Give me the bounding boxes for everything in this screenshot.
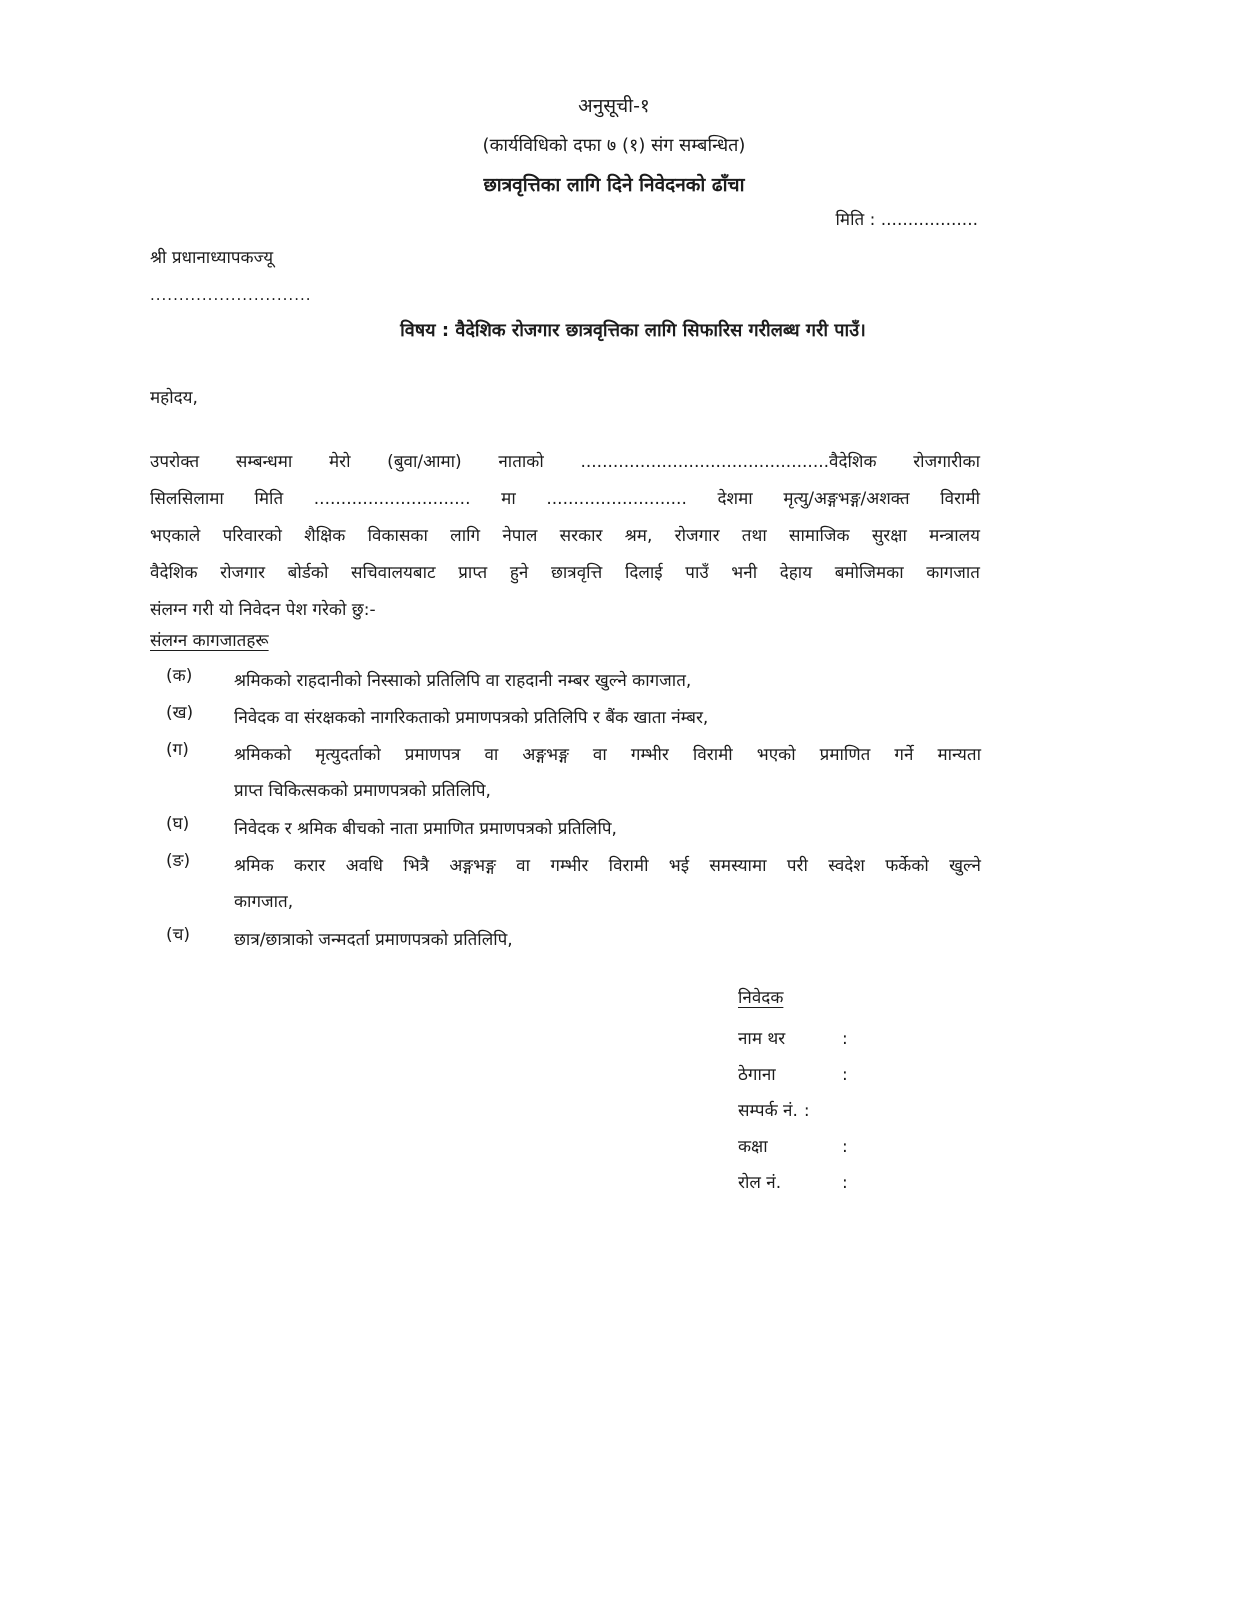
applicant-field-contact [738,1098,898,1121]
field-colon: : [803,1101,810,1121]
attachment-item [166,848,981,920]
attachment-text: निवेदक र श्रमिक बीचको नाता प्रमाणित प्रमाणपत्रको प्रतिलिपि, [234,819,617,839]
field-label: कक्षा [738,1137,768,1157]
body-paragraph [150,444,980,629]
attachment-text: श्रमिकको राहदानीको निस्साको प्रतिलिपि वा राहदानी नम्बर खुल्ने कागजात, [234,671,692,691]
attachment-marker: (च) [166,925,191,945]
attachment-text: श्रमिकको मृत्युदर्ताको प्रमाणपत्र वा अङ्गभङ्ग वा गम्भीर विरामी भएको प्रमाणित गर्ने मान्यता [234,745,981,765]
applicant-heading: निवेदक [738,988,784,1008]
applicant-field-name [738,1026,898,1049]
applicant-field-class [738,1134,898,1157]
attachment-item [166,922,981,958]
attachment-text: छात्र/छात्राको जन्मदर्ता प्रमाणपत्रको प्रतिलिपि, [234,930,513,950]
attachment-marker: (घ) [166,814,190,834]
field-label: रोल नं. [738,1173,782,1193]
attachment-marker: (ख) [166,703,194,723]
attachments-heading: संलग्न कागजातहरू [150,631,269,651]
applicant-field-roll [738,1170,898,1193]
body-line: वैदेशिक रोजगार बोर्डको सचिवालयबाट प्राप्त हुने छात्रवृत्ति दिलाई पाउँ भनी देहाय बमोजिमका कागजात [150,563,980,583]
body-line: संलग्न गरी यो निवेदन पेश गरेको छु:- [150,600,376,620]
attachment-marker: (ङ) [166,851,191,871]
attachment-text: प्राप्त चिकित्सकको प्रमाणपत्रको प्रतिलिपि, [234,781,491,801]
field-label: नाम थर [738,1029,786,1049]
subject-line: विषय : वैदेशिक रोजगार छात्रवृत्तिका लागि सिफारिस गरीलब्ध गरी पाउँ। [400,320,866,341]
date-line: मिति : .................. [835,210,978,230]
attachment-item [166,811,981,847]
field-label: सम्पर्क नं. [738,1101,798,1121]
schedule-reference: (कार्यविधिको दफा ७ (१) संग सम्बन्धित) [482,135,746,156]
body-line: भएकाले परिवारको शैक्षिक विकासका लागि नेपाल सरकार श्रम, रोजगार तथा सामाजिक सुरक्षा मन्त्रालय [150,526,980,546]
attachment-text: कागजात, [234,892,294,912]
addressee-blank: ............................ [150,286,312,304]
schedule-title: अनुसूची-१ [578,95,650,117]
field-label: ठेगाना [738,1065,776,1085]
attachment-item [166,663,981,699]
salutation: महोदय, [150,388,198,408]
addressee-name: श्री प्रधानाध्यापकज्यू [150,248,274,268]
form-title: छात्रवृत्तिका लागि दिने निवेदनको ढाँचा [483,174,745,196]
field-colon: : [842,1137,848,1157]
field-colon: : [842,1173,848,1193]
attachment-item [166,700,981,736]
applicant-field-address [738,1062,898,1085]
attachment-item [166,737,981,809]
attachment-marker: (ग) [166,740,189,760]
field-colon: : [842,1029,848,1049]
attachment-text: निवेदक वा संरक्षकको नागरिकताको प्रमाणपत्रको प्रतिलिपि र बैंक खाता नंम्बर, [234,708,709,728]
field-colon: : [842,1065,848,1085]
attachment-text: श्रमिक करार अवधि भित्रै अङ्गभङ्ग वा गम्भीर विरामी भई समस्यामा परी स्वदेश फर्केको खुल्ने [234,856,981,876]
attachment-marker: (क) [166,666,193,686]
body-line: सिलसिलामा मिति ............................. मा .......................... देशमा मृत्यु/अङ्गभङ्ग/अशक्त विरामी [150,489,980,509]
body-line: उपरोक्त सम्बन्धमा मेरो (बुवा/आमा) नाताको ..............................................वैदेशिक रोजगारीका [150,452,980,472]
